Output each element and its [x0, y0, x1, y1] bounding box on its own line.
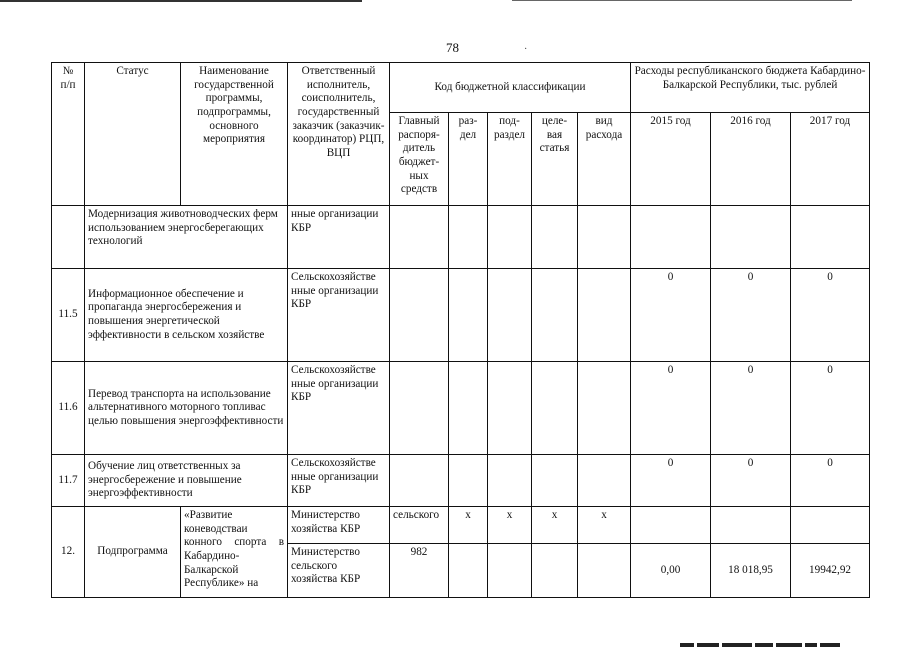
header-section: раз-дел [449, 113, 488, 206]
row-2017: 0 [791, 362, 870, 455]
row-2015: 0 [631, 455, 711, 507]
header-target-article: целе-вая статья [532, 113, 578, 206]
row-num [52, 206, 85, 269]
header-expense-type: вид расхода [578, 113, 631, 206]
row-2016: 0 [711, 362, 791, 455]
row-2017: 0 [791, 455, 870, 507]
row-main-manager: 982 [390, 544, 449, 598]
row-responsible: Сельскохозяйстве нные организации КБР [288, 269, 390, 362]
header-subsection: под-раздел [488, 113, 532, 206]
row-num: 12. [52, 507, 85, 598]
row-section: х [449, 507, 488, 544]
table-row [52, 269, 870, 362]
table-row [52, 362, 870, 455]
header-name: Наименование государственной программы, подпрограммы, основного мероприятия [181, 63, 288, 206]
table-row [52, 206, 870, 269]
header-2015: 2015 год [631, 113, 711, 206]
page-number: 78 [446, 40, 459, 55]
row-responsible: нные организации КБР [288, 206, 390, 269]
row-2015: 0 [631, 269, 711, 362]
row-2015: 0 [631, 362, 711, 455]
row-responsible: Министерство сельского хозяйства КБР [288, 544, 390, 598]
row-num: 11.5 [52, 269, 85, 362]
row-2016 [711, 206, 791, 269]
header-responsible: Ответственный исполнитель, соисполнитель, государственный заказчик (заказчик-координатор) РЦП, ВЦП [288, 63, 390, 206]
header-2017: 2017 год [791, 113, 870, 206]
row-status: Подпрограмма [85, 507, 181, 598]
table-row-12a [52, 507, 870, 544]
row-2016: 18 018,95 [711, 544, 791, 598]
header-main-manager: Главный распоря-дитель бюджет-ных средств [390, 113, 449, 206]
row-2015 [631, 206, 711, 269]
row-2016: 0 [711, 269, 791, 362]
scan-dot: · [524, 44, 528, 55]
row-name: Модернизация животноводческих ферм использованием энергосберегающих технологий [85, 206, 288, 269]
header-status: Статус [85, 63, 181, 206]
top-rule [0, 0, 362, 2]
row-name: «Развитие коневодстваи конного спорта в Кабардино-Балкарской Республике» на [181, 507, 288, 598]
table-row [52, 455, 870, 507]
row-2017 [791, 206, 870, 269]
row-name: Обучение лиц ответственных за энергосбережение и повышение энергоэффективности [85, 455, 288, 507]
header-2016: 2016 год [711, 113, 791, 206]
row-subsection: х [488, 507, 532, 544]
row-2015: 0,00 [631, 544, 711, 598]
row-2016: 0 [711, 455, 791, 507]
top-rule-right [512, 0, 852, 1]
row-name: Перевод транспорта на использование альтернативного моторного топливас целью повышения энергоэффективности [85, 362, 288, 455]
row-num: 11.7 [52, 455, 85, 507]
row-main-manager: сельского [390, 507, 449, 544]
header-row-1 [52, 63, 870, 113]
row-responsible: Министерство хозяйства КБР [288, 507, 390, 544]
header-num: № п/п [52, 63, 85, 206]
row-responsible: Сельскохозяйстве нные организации КБР [288, 455, 390, 507]
row-target-article: х [532, 507, 578, 544]
row-name: Информационное обеспечение и пропаганда энергосбережения и повышения энергетической эффективности в сельском хозяйстве [85, 269, 288, 362]
header-budget-code: Код бюджетной классификации [390, 63, 631, 113]
row-responsible: Сельскохозяйстве нные организации КБР [288, 362, 390, 455]
row-2017: 0 [791, 269, 870, 362]
row-2017: 19942,92 [791, 544, 870, 598]
row-expense-type: х [578, 507, 631, 544]
row-num: 11.6 [52, 362, 85, 455]
budget-table [51, 62, 870, 598]
scan-artifacts [680, 634, 880, 640]
header-expenses: Расходы республиканского бюджета Кабардино-Балкарской Республики, тыс. рублей [631, 63, 870, 113]
